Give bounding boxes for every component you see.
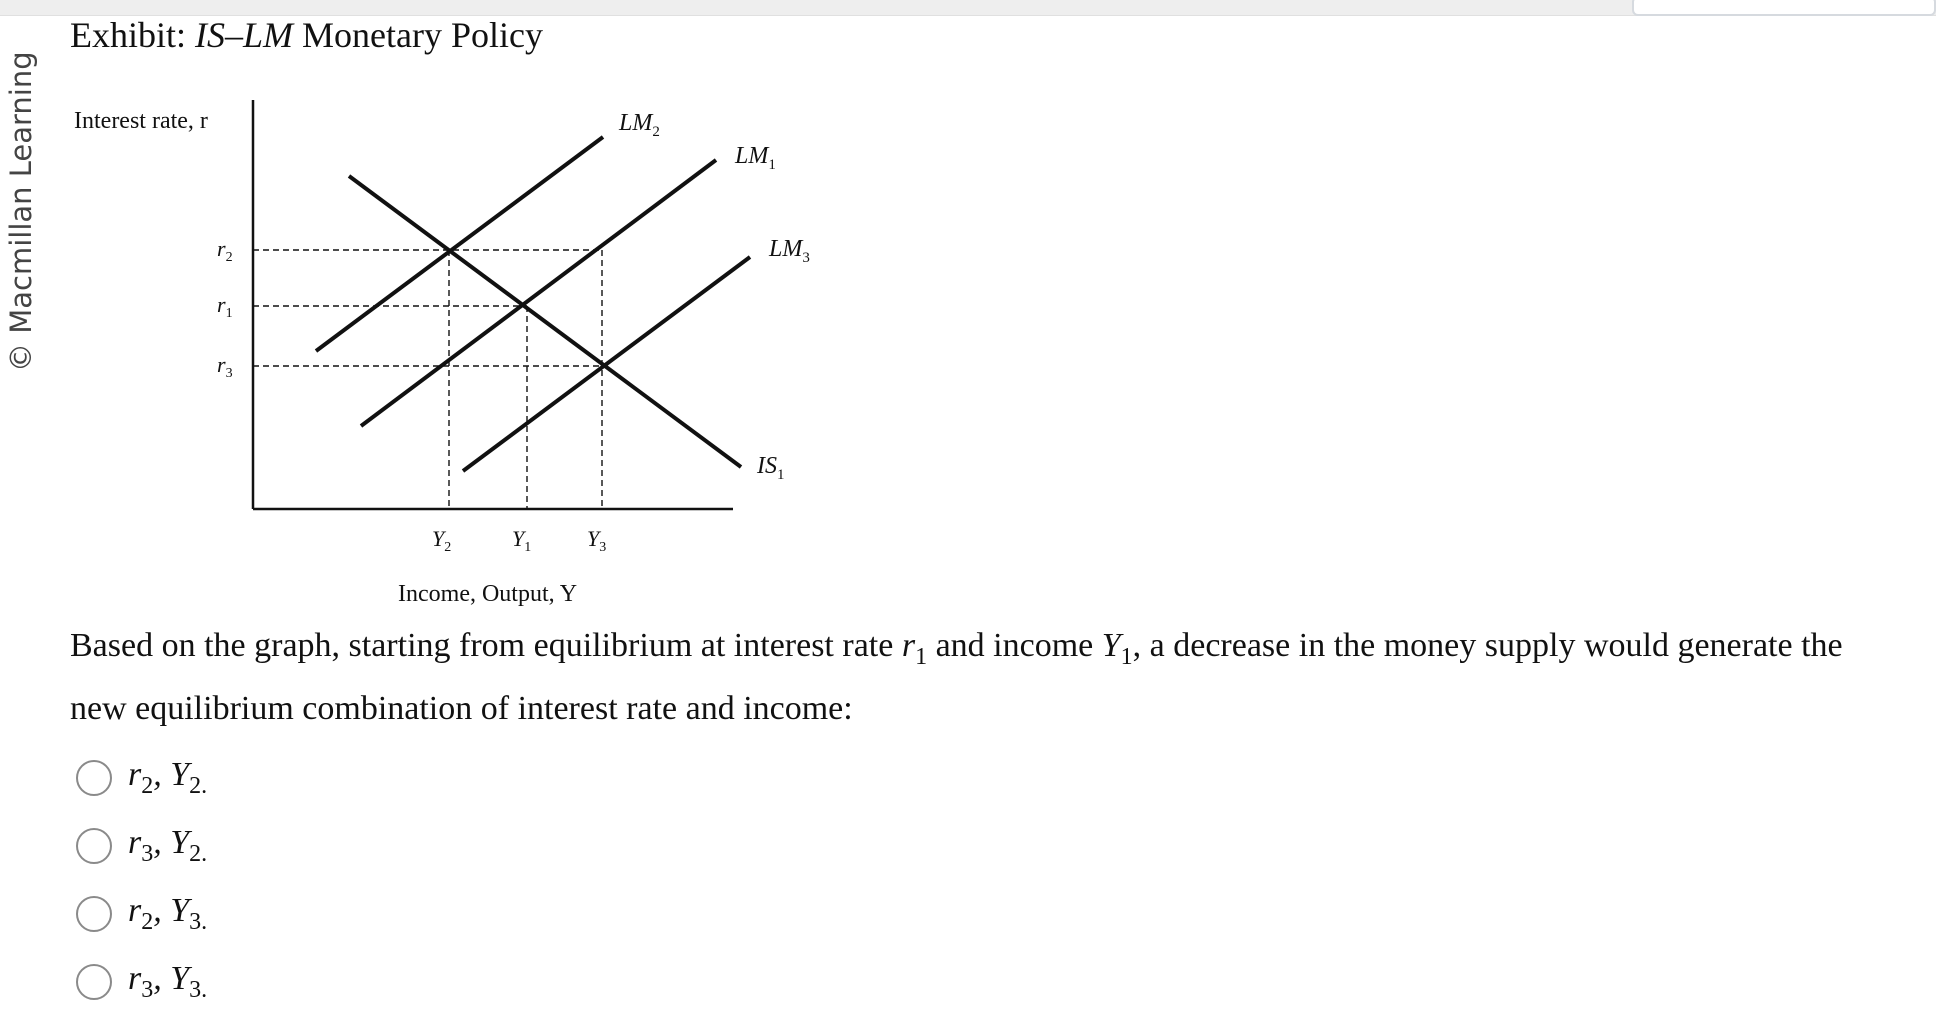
option-label: $r_3$, $Y_{2.}$	[128, 824, 208, 867]
option-y-sub: 3.	[189, 976, 208, 1003]
radio-button[interactable]	[76, 760, 112, 796]
y-axis-title: Interest rate, r	[74, 108, 208, 134]
question-y-sub: 1	[1120, 643, 1133, 670]
is1-label: $IS_1$	[757, 453, 785, 483]
curve-labels	[618, 110, 810, 483]
option-r: r	[128, 960, 142, 998]
option-r: r	[128, 892, 142, 930]
answer-options	[76, 744, 207, 1016]
is-lm-graph	[60, 90, 830, 625]
answer-option[interactable]	[76, 880, 207, 948]
r1-label: $r_1$	[217, 292, 233, 321]
option-y-sub: 3.	[189, 908, 208, 935]
is-lm-graph-svg	[60, 90, 830, 620]
exhibit-title	[70, 14, 543, 56]
question-part1: Based on the graph, starting from equilibrium at interest rate	[70, 627, 902, 664]
lm1-curve	[361, 160, 716, 426]
r2-label: $r_2$	[217, 236, 233, 265]
answer-option[interactable]	[76, 812, 207, 880]
option-r: r	[128, 756, 142, 794]
guide-lines	[253, 250, 602, 509]
option-y-sub: 2.	[189, 772, 208, 799]
question-y-var: Y	[1101, 627, 1121, 664]
radio-button[interactable]	[76, 964, 112, 1000]
option-label: $r_3$, $Y_{3.}$	[128, 960, 208, 1003]
r3-label: $r_3$	[217, 352, 233, 381]
exhibit-title-italic: IS–LM	[195, 15, 293, 55]
option-label: $r_2$, $Y_{2.}$	[128, 756, 208, 799]
exhibit-prefix: Exhibit:	[70, 15, 195, 55]
answer-option[interactable]	[76, 744, 207, 812]
radio-button[interactable]	[76, 896, 112, 932]
option-r: r	[128, 824, 142, 862]
question-r-var: r	[901, 627, 916, 664]
exhibit-title-rest: Monetary Policy	[293, 15, 543, 55]
y1-label: $Y_1$	[512, 526, 532, 555]
option-r-sub: 2	[141, 772, 154, 799]
y3-label: $Y_3$	[587, 526, 607, 555]
lm2-curve	[316, 137, 603, 351]
option-y: Y	[170, 756, 190, 794]
option-y-sub: 2.	[189, 840, 208, 867]
option-r-sub: 3	[141, 976, 154, 1003]
option-y: Y	[170, 960, 190, 998]
copyright-credit: © Macmillan Learning	[4, 51, 38, 372]
y2-label: $Y_2$	[432, 526, 452, 555]
option-y: Y	[170, 892, 190, 930]
option-r-sub: 2	[141, 908, 154, 935]
top-right-panel[interactable]	[1632, 0, 1936, 16]
option-y: Y	[170, 824, 190, 862]
question-part3: , a decrease in the money supply would generate the new equilibrium combination of interest rate and income:	[70, 627, 1843, 727]
curves	[316, 137, 750, 471]
lm3-curve	[463, 257, 750, 471]
is1-curve	[349, 176, 741, 467]
option-r-sub: 3	[141, 840, 154, 867]
question-text	[70, 620, 1860, 735]
lm2-label: $LM_2$	[619, 110, 660, 140]
x-axis-title: Income, Output, Y	[398, 581, 578, 607]
lm3-label: $LM_3$	[769, 236, 810, 266]
answer-option[interactable]	[76, 948, 207, 1016]
question-part2: and income	[927, 627, 1102, 664]
lm1-label: $LM_1$	[735, 143, 776, 173]
question-r-sub: 1	[915, 643, 928, 670]
radio-button[interactable]	[76, 828, 112, 864]
option-label: $r_2$, $Y_{3.}$	[128, 892, 208, 935]
